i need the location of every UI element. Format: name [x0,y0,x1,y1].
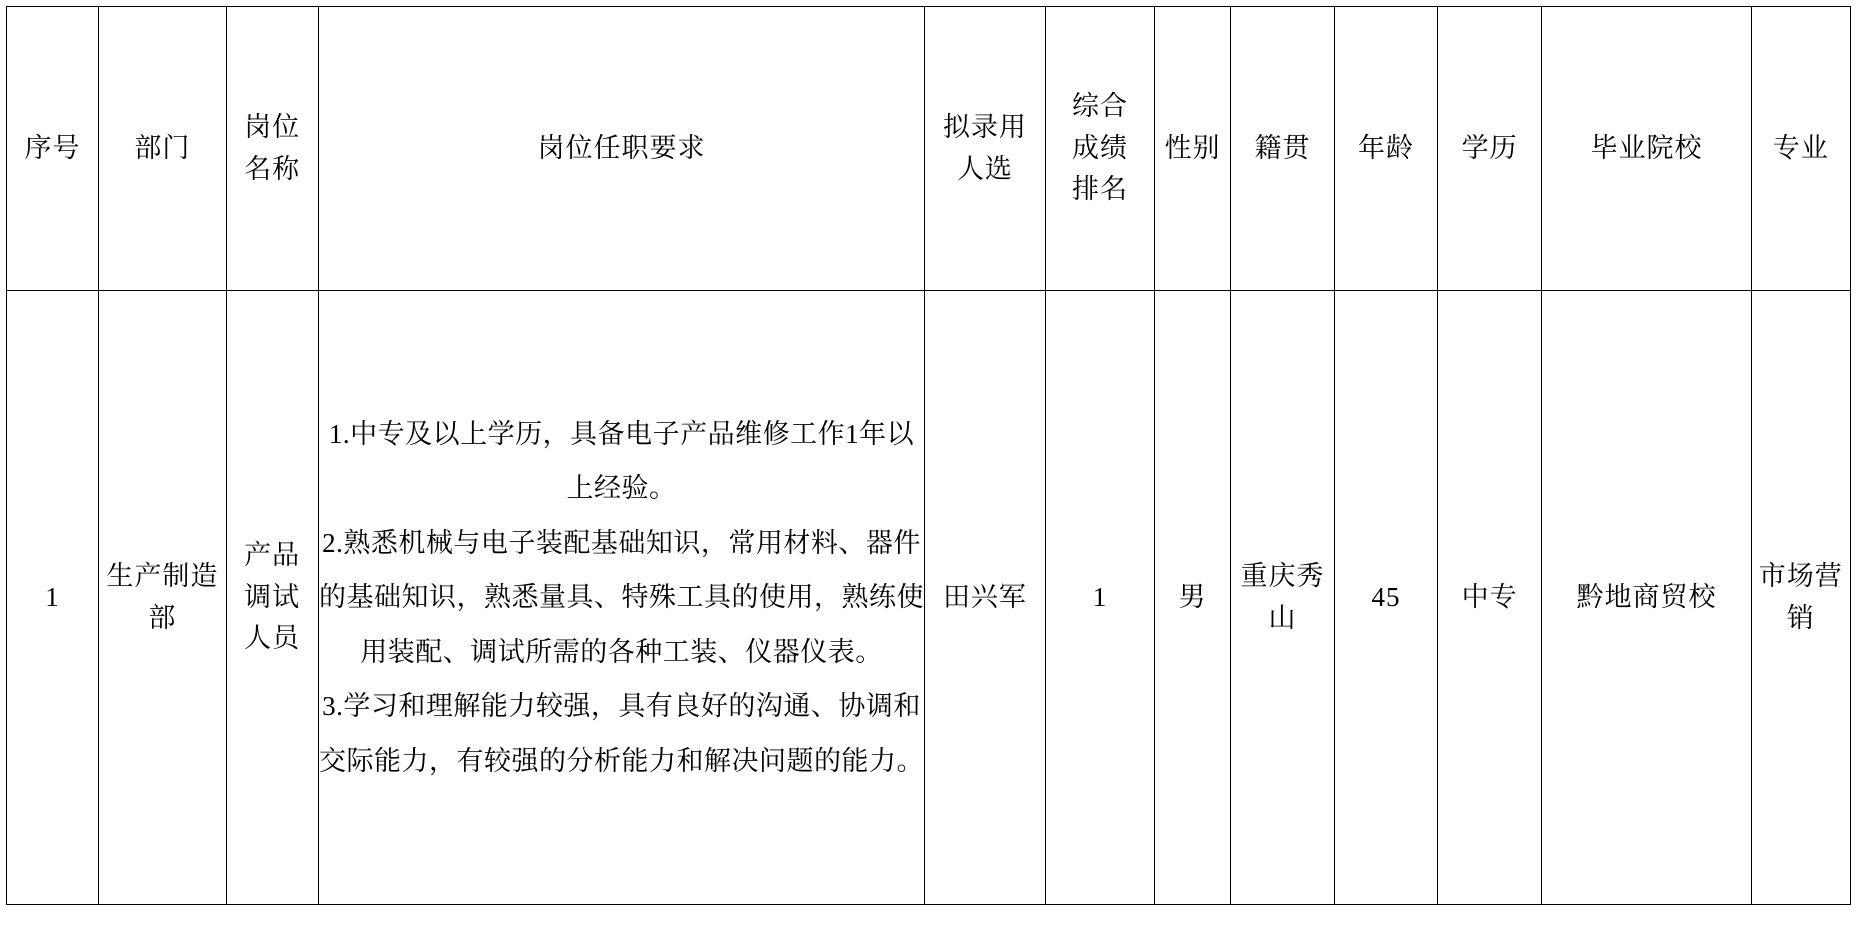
cell-seq: 1 [7,291,99,905]
table-header-row [7,7,1851,291]
header-school [1542,7,1751,291]
header-education-label: 学历 [1461,132,1518,163]
header-major-label: 专业 [1772,132,1829,163]
cell-post-name-text: 产品调试人员 [244,539,301,654]
header-seq [7,7,99,291]
cell-education: 中专 [1437,291,1542,905]
requirement-item-1: 1.中专及以上学历，具备电子产品维修工作1年以上经验。 [328,418,915,504]
header-requirements-label: 岗位任职要求 [537,132,706,163]
requirement-item-3: 3.学习和理解能力较强，具有良好的沟通、协调和交际能力，有较强的分析能力和解决问题的能力。 [318,691,924,776]
header-seq-label: 序号 [24,132,81,163]
header-gender-label: 性别 [1164,132,1221,163]
header-department [99,7,227,291]
header-rank-line1: 综合 [1071,90,1128,121]
header-post-name-line1: 岗位 [244,111,301,142]
cell-gender: 男 [1155,291,1230,905]
cell-department-text: 生产制造部 [106,560,219,633]
cell-department [99,291,227,905]
header-requirements [318,7,925,291]
cell-major-text: 市场营销 [1758,560,1843,633]
document-page [0,6,1857,926]
header-post-name [226,7,318,291]
header-major [1751,7,1850,291]
cell-post-name [226,291,318,905]
header-native-place-label: 籍贯 [1254,132,1311,163]
cell-requirements [318,291,925,905]
cell-candidate: 田兴军 [925,291,1045,905]
recruitment-table [6,6,1851,905]
header-school-label: 毕业院校 [1590,132,1703,163]
header-rank-line3: 排名 [1071,174,1128,205]
cell-age: 45 [1335,291,1438,905]
header-native-place [1230,7,1335,291]
header-department-label: 部门 [134,132,191,163]
header-rank-line2: 成绩 [1071,132,1128,163]
header-post-name-line2: 名称 [244,153,301,184]
cell-native-place-text: 重庆秀山 [1240,560,1325,633]
cell-major [1751,291,1850,905]
cell-rank: 1 [1045,291,1155,905]
table-row [7,291,1851,905]
header-candidate [925,7,1045,291]
cell-school: 黔地商贸校 [1542,291,1751,905]
header-age-label: 年龄 [1358,132,1415,163]
header-gender [1155,7,1230,291]
header-education [1437,7,1542,291]
header-age [1335,7,1438,291]
header-candidate-line1: 拟录用 [942,111,1027,142]
cell-native-place [1230,291,1335,905]
header-rank [1045,7,1155,291]
header-candidate-line2: 人选 [956,153,1013,184]
requirement-item-2: 2.熟悉机械与电子装配基础知识，常用材料、器件的基础知识，熟悉量具、特殊工具的使用，熟练使用装配、调试所需的各种工装、仪器仪表。 [318,527,924,667]
